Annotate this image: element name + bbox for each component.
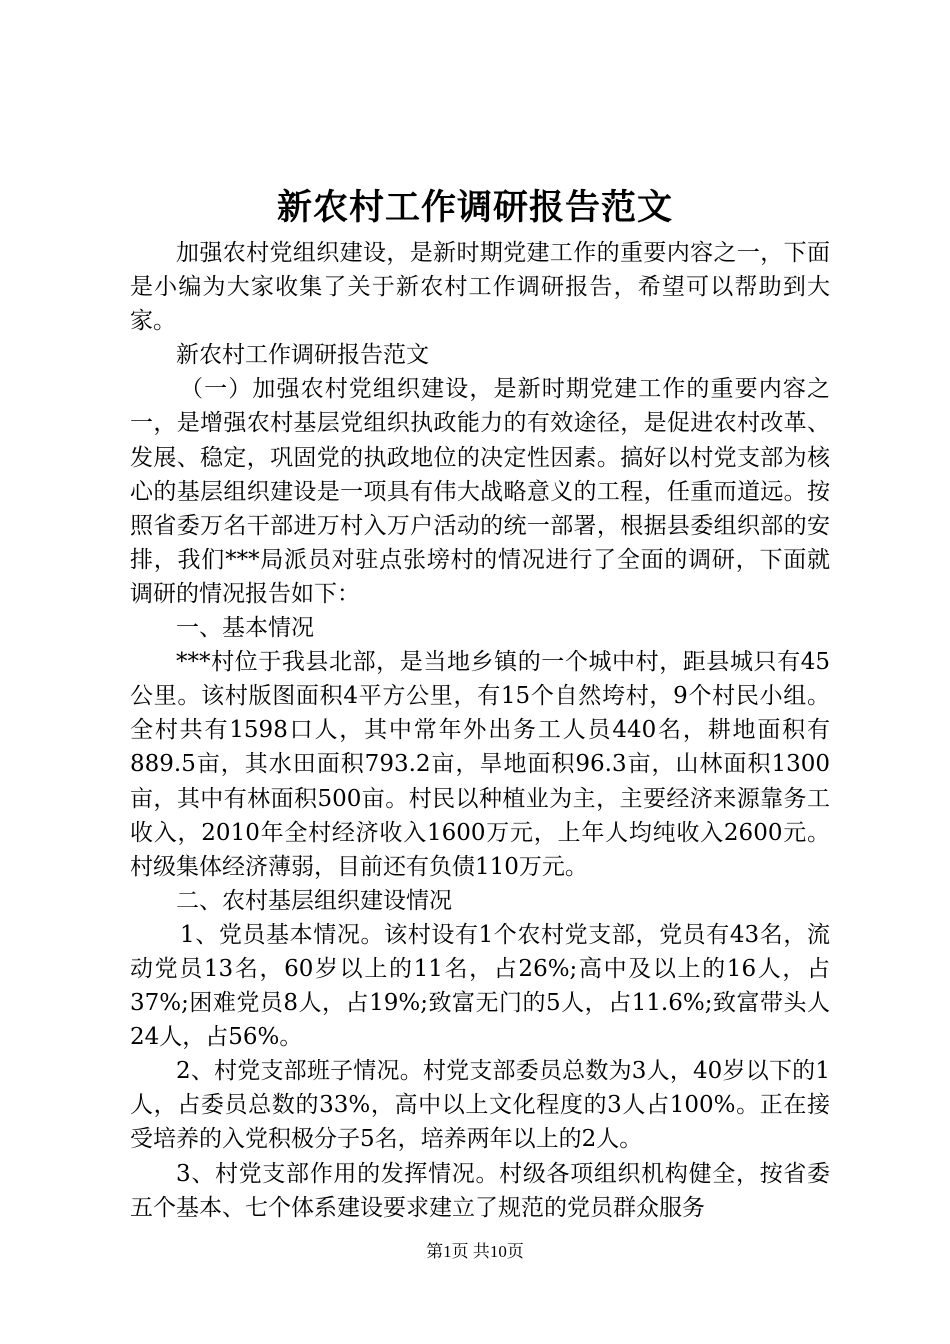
paragraph-intro: 加强农村党组织建设，是新时期党建工作的重要内容之一，下面是小编为大家收集了关于新农村工作调研报告，希望可以帮助到大家。 (130, 240, 830, 335)
paragraph-party-members: 1、党员基本情况。该村设有1个农村党支部，党员有43名，流动党员13名，60岁以上的11名，占26%;高中及以上的16人，占37%;困难党员8人，占19%;致富无门的5人，占11.6%;致富带头人24人，占56%。 (130, 921, 830, 1051)
page-footer: 第1页 共10页 (426, 1242, 524, 1261)
paragraph-branch-team: 2、村党支部班子情况。村党支部委员总数为3人，40岁以下的1人，占委员总数的33%，高中以上文化程度的3人占100%。正在接受培养的入党积极分子5名，培养两年以上的2人。 (130, 1058, 830, 1153)
heading-basic-situation: 一、基本情况 (176, 615, 314, 642)
document-body (130, 236, 830, 1225)
heading-organization: 二、农村基层组织建设情况 (176, 887, 452, 914)
paragraph-branch-role: 3、村党支部作用的发挥情况。村级各项组织机构健全，按省委五个基本、七个体系建设要求建立了规范的党员群众服务 (130, 1160, 830, 1221)
paragraph-section-one: （一）加强农村党组织建设，是新时期党建工作的重要内容之一，是增强农村基层党组织执政能力的有效途径，是促进农村改革、发展、稳定，巩固党的执政地位的决定性因素。搞好以村党支部为核心的基层组织建设是一项具有伟大战略意义的工程，任重而道远。按照省委万名干部进万村入万户活动的统一部署，根据县委组织部的安排，我们***局派员对驻点张塝村的情况进行了全面的调研，下面就调研的情况报告如下： (130, 376, 830, 607)
document-title: 新农村工作调研报告范文 (276, 187, 673, 228)
paragraph-basic-situation: ***村位于我县北部，是当地乡镇的一个城中村，距县城只有45公里。该村版图面积4平方公里，有15个自然垮村，9个村民小组。全村共有1598口人，其中常年外出务工人员440名，耕地面积有889.5亩，其水田面积793.2亩，旱地面积96.3亩，山林面积1300亩，其中有林面积500亩。村民以种植业为主，主要经济来源靠务工收入，2010年全村经济收入1600万元，上年人均纯收入2600元。村级集体经济薄弱，目前还有负债110万元。 (130, 649, 830, 880)
paragraph-subtitle: 新农村工作调研报告范文 (176, 342, 429, 369)
